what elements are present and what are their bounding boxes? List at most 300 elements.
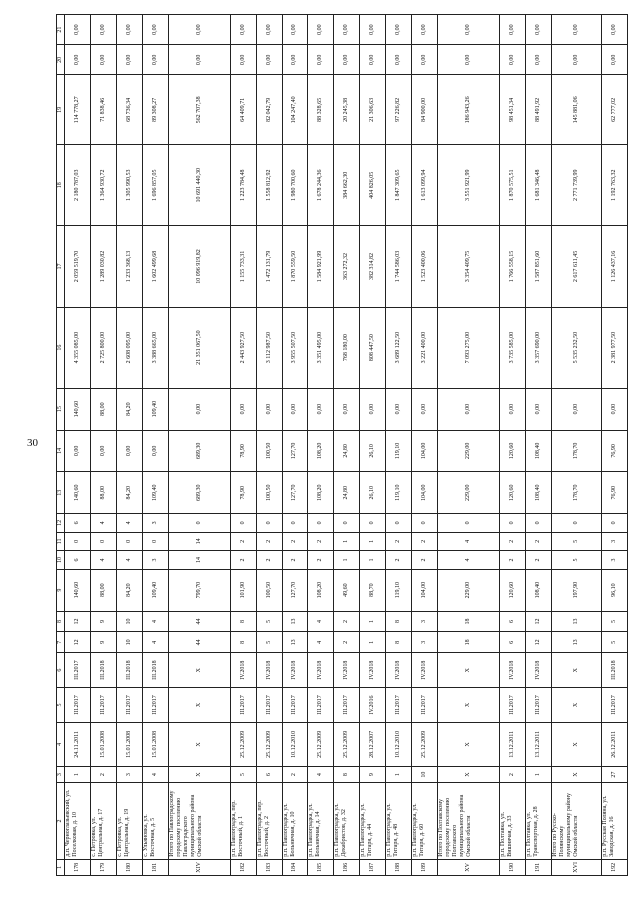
table-cell: 108,40 — [525, 430, 551, 472]
table-cell: 2 — [230, 532, 256, 551]
table-cell: 1 — [334, 532, 360, 551]
table-cell: 2 — [282, 551, 308, 570]
table-cell: 0 — [500, 514, 526, 533]
column-number-cell: 3 — [57, 766, 65, 782]
table-cell: 0,00 — [142, 15, 168, 45]
table-cell: 8 — [386, 611, 412, 632]
table-cell: 363 272,32 — [334, 226, 360, 307]
table-cell: 0,00 — [601, 15, 627, 45]
table-cell: 4 — [308, 766, 334, 782]
table-cell: 10 — [116, 611, 142, 632]
table-cell: 0,00 — [230, 45, 256, 75]
table-cell: 0,00 — [334, 45, 360, 75]
table-cell: IV.2018 — [308, 653, 334, 688]
table-row — [386, 15, 412, 876]
table-cell: 0,00 — [256, 45, 282, 75]
table-cell: 0,00 — [601, 45, 627, 75]
table-cell: 3 735 585,00 — [500, 307, 526, 388]
table-cell: 9 — [90, 611, 116, 632]
table-cell: 186 — [334, 859, 360, 875]
column-number-cell: 19 — [57, 75, 65, 145]
table-cell: 1 602 499,68 — [142, 226, 168, 307]
table-cell: 0 — [168, 514, 230, 533]
table-cell: 178,70 — [551, 430, 601, 472]
table-cell: X — [168, 653, 230, 688]
table-cell: 13 — [551, 632, 601, 653]
table-cell: IV.2018 — [525, 653, 551, 688]
table-cell: 178 — [65, 859, 91, 875]
table-cell: 44 — [168, 611, 230, 632]
column-number-cell: 18 — [57, 145, 65, 226]
table-cell: III.2017 — [282, 688, 308, 723]
table-cell: 0 — [142, 532, 168, 551]
column-number-cell: 11 — [57, 532, 65, 551]
table-cell: 20 245,38 — [334, 75, 360, 145]
address-cell: р.п. Павлоградка, ул. Больничная, д. 14 — [308, 783, 334, 860]
table-row — [308, 15, 334, 876]
table-cell: 0,00 — [525, 388, 551, 430]
table-cell: 78,90 — [230, 472, 256, 514]
table-cell: 13.12.2011 — [525, 722, 551, 766]
table-cell: 12 — [65, 611, 91, 632]
address-cell: р.п. Павлоградка, ул. Титаря, д. 48 — [386, 783, 412, 860]
table-cell: 2 — [500, 551, 526, 570]
table-cell: 9 — [90, 632, 116, 653]
table-cell: 104 247,40 — [282, 75, 308, 145]
table-cell: III.2018 — [116, 653, 142, 688]
table-cell: 689,30 — [168, 472, 230, 514]
table-cell: 98 451,34 — [500, 75, 526, 145]
table-cell: 179 — [90, 859, 116, 875]
table-cell: 3 689 122,50 — [386, 307, 412, 388]
table-cell: 192 — [601, 859, 627, 875]
table-cell: 84,20 — [116, 569, 142, 611]
table-cell: IV.2018 — [386, 653, 412, 688]
table-cell: 0,00 — [65, 430, 91, 472]
table-cell: III.2017 — [230, 688, 256, 723]
table-cell: 0,00 — [230, 15, 256, 45]
table-cell: 8 — [334, 766, 360, 782]
table-cell: 104,00 — [411, 472, 437, 514]
column-number-cell: 6 — [57, 653, 65, 688]
table-cell: 10 — [411, 766, 437, 782]
table-row — [142, 15, 168, 876]
table-cell: 2 — [500, 532, 526, 551]
table-cell: 8 — [230, 611, 256, 632]
table-row — [90, 15, 116, 876]
table-cell: IV.2018 — [256, 653, 282, 688]
table-cell: 0,00 — [90, 430, 116, 472]
table-cell: 3 — [116, 766, 142, 782]
table-cell: 1 678 244,36 — [308, 145, 334, 226]
table-cell: 0 — [116, 532, 142, 551]
table-cell: 10.12.2010 — [386, 722, 412, 766]
column-number-cell: 7 — [57, 632, 65, 653]
column-number-cell: 10 — [57, 551, 65, 570]
table-cell: 190 — [500, 859, 526, 875]
table-cell: 5 — [601, 632, 627, 653]
table-cell: 2 — [411, 532, 437, 551]
table-row — [525, 15, 551, 876]
table-cell: 82 042,79 — [256, 75, 282, 145]
table-cell: IV.2018 — [360, 653, 386, 688]
table-cell: 25.12.2009 — [308, 722, 334, 766]
table-cell: 96,10 — [601, 569, 627, 611]
address-cell: р.п. Русская Поляна, ул. Заводская, д. 16 — [601, 783, 627, 860]
table-cell: 12 — [525, 611, 551, 632]
address-cell: р.п. Павлоградка, ул. Титаря, д. 44 — [360, 783, 386, 860]
table-cell: 119,10 — [386, 472, 412, 514]
table-cell: 2 — [282, 766, 308, 782]
table-cell: 13 — [282, 632, 308, 653]
table-cell: 76,90 — [601, 430, 627, 472]
table-cell: XVI — [551, 859, 601, 875]
table-cell: 88 328,65 — [308, 75, 334, 145]
table-cell: 100,50 — [256, 569, 282, 611]
table-cell: 1 681 346,48 — [525, 145, 551, 226]
table-cell: 12 — [65, 632, 91, 653]
table-cell: 24,80 — [334, 472, 360, 514]
table-cell: 0,00 — [308, 388, 334, 430]
table-cell: III.2017 — [65, 653, 91, 688]
table-cell: 0 — [65, 532, 91, 551]
table-cell: 13.12.2011 — [500, 722, 526, 766]
page-number: 30 — [27, 437, 38, 449]
table-cell: 2 443 927,50 — [230, 307, 256, 388]
table-cell: 26,10 — [360, 472, 386, 514]
table-cell: 3 — [601, 551, 627, 570]
table-cell: 229,00 — [437, 569, 499, 611]
table-cell: 2 — [334, 632, 360, 653]
table-cell: 15.01.2008 — [116, 722, 142, 766]
column-number-cell: 12 — [57, 514, 65, 533]
table-cell: 799,70 — [168, 569, 230, 611]
table-cell: 12 — [525, 632, 551, 653]
table-cell: IV.2016 — [360, 688, 386, 723]
table-cell: 6 — [500, 632, 526, 653]
table-cell: 1 223 784,48 — [230, 145, 256, 226]
table-cell: 1 126 437,16 — [601, 226, 627, 307]
table-row — [500, 15, 526, 876]
table-cell: 6 — [65, 514, 91, 533]
table-cell: 180 — [116, 859, 142, 875]
column-number-cell: 9 — [57, 569, 65, 611]
table-cell: 64 409,71 — [230, 75, 256, 145]
table-cell: 1 523 400,06 — [411, 226, 437, 307]
table-cell: 120,60 — [500, 472, 526, 514]
table-cell: 114 778,27 — [65, 75, 91, 145]
table-row — [360, 15, 386, 876]
table-cell: X — [437, 688, 499, 723]
table-cell: 0 — [308, 514, 334, 533]
column-number-cell: 21 — [57, 15, 65, 45]
table-cell: 178,70 — [551, 472, 601, 514]
table-cell: 3 357 690,00 — [525, 307, 551, 388]
table-cell: 49,60 — [334, 569, 360, 611]
table-cell: III.2018 — [90, 653, 116, 688]
table-cell: X — [437, 766, 499, 782]
table-cell: 0,00 — [65, 45, 91, 75]
table-row — [411, 15, 437, 876]
table-cell: 0,00 — [551, 15, 601, 45]
table-cell: 5 — [256, 632, 282, 653]
table-cell: III.2017 — [411, 688, 437, 723]
table-cell: 21 351 067,50 — [168, 307, 230, 388]
table-cell: 182 — [230, 859, 256, 875]
table-cell: 0,00 — [500, 45, 526, 75]
table-cell: 0 — [551, 514, 601, 533]
table-cell: 4 — [142, 632, 168, 653]
table-cell: 0,00 — [500, 388, 526, 430]
table-cell: 15.01.2008 — [90, 722, 116, 766]
table-cell: 1 584 921,99 — [308, 226, 334, 307]
table-cell: 1 558 812,92 — [256, 145, 282, 226]
table-cell: 5 — [230, 766, 256, 782]
table-cell: 1 613 099,94 — [411, 145, 437, 226]
table-cell: 0,00 — [308, 15, 334, 45]
table-cell: 25.12.2009 — [334, 722, 360, 766]
table-cell: 0,00 — [230, 388, 256, 430]
table-cell: 9 — [360, 766, 386, 782]
table-cell: IV.2018 — [230, 653, 256, 688]
column-number-cell: 17 — [57, 226, 65, 307]
table-cell: 0,00 — [437, 15, 499, 45]
table-cell: 0,00 — [168, 388, 230, 430]
table-cell: 0,00 — [282, 45, 308, 75]
table-cell: 108,20 — [308, 472, 334, 514]
table-cell: 119,10 — [386, 569, 412, 611]
table-cell: 78,90 — [230, 430, 256, 472]
table-cell: 88 491,92 — [525, 75, 551, 145]
table-cell: 5 — [551, 532, 601, 551]
table-row — [601, 15, 627, 876]
table-cell: 68 736,34 — [116, 75, 142, 145]
table-cell: 185 — [308, 859, 334, 875]
table-cell: 0,00 — [116, 430, 142, 472]
table-cell: 104,00 — [411, 569, 437, 611]
column-number-cell: 2 — [57, 783, 65, 860]
table-cell: 14 — [168, 551, 230, 570]
table-cell: 0,00 — [256, 388, 282, 430]
address-cell: с. Ульяновка, ул. Восточная, д. 5 — [142, 783, 168, 860]
column-number-cell: 15 — [57, 388, 65, 430]
table-cell: 24,80 — [334, 430, 360, 472]
table-cell: 104,00 — [411, 430, 437, 472]
table-cell: 140,60 — [65, 388, 91, 430]
table-cell: X — [168, 688, 230, 723]
table-cell: 382 314,82 — [360, 226, 386, 307]
table-cell: 24.11.2011 — [65, 722, 91, 766]
table-cell: X — [551, 722, 601, 766]
table-cell: III.2017 — [500, 688, 526, 723]
table-cell: 2 725 800,00 — [90, 307, 116, 388]
table-cell: 108,40 — [525, 569, 551, 611]
table-cell: 7 093 275,00 — [437, 307, 499, 388]
table-cell: 0,00 — [256, 15, 282, 45]
table-cell: 108,20 — [308, 430, 334, 472]
table-cell: 0 — [230, 514, 256, 533]
table-cell: 2 — [256, 532, 282, 551]
table-cell: 2 059 519,70 — [65, 226, 91, 307]
table-cell: 1 192 763,32 — [601, 145, 627, 226]
table-cell: 4 — [90, 514, 116, 533]
table-cell: 689,30 — [168, 430, 230, 472]
table-cell: 2 — [282, 532, 308, 551]
table-cell: 108,40 — [525, 472, 551, 514]
table-cell: 5 — [551, 551, 601, 570]
table-cell: 2 — [256, 551, 282, 570]
table-row — [282, 15, 308, 876]
table-cell: 0,00 — [334, 15, 360, 45]
table-cell: 0,00 — [334, 388, 360, 430]
housing-program-table — [56, 14, 628, 876]
table-cell: 1 980 700,60 — [282, 145, 308, 226]
table-cell: 562 707,38 — [168, 75, 230, 145]
table-cell: 384 662,30 — [334, 145, 360, 226]
table-cell: 2 — [411, 551, 437, 570]
table-cell: III.2018 — [142, 653, 168, 688]
table-cell: 4 — [308, 632, 334, 653]
table-cell: 0,00 — [551, 388, 601, 430]
table-cell: 108,20 — [308, 569, 334, 611]
table-cell: 5 535 232,50 — [551, 307, 601, 388]
table-cell: 26,10 — [360, 430, 386, 472]
table-cell: III.2017 — [116, 688, 142, 723]
table-cell: III.2018 — [601, 653, 627, 688]
table-cell: 186 943,26 — [437, 75, 499, 145]
table-row — [116, 15, 142, 876]
table-cell: 2 608 095,00 — [116, 307, 142, 388]
table-cell: 127,70 — [282, 569, 308, 611]
table-cell: 145 881,06 — [551, 75, 601, 145]
table-cell: 2 — [386, 532, 412, 551]
table-cell: 127,70 — [282, 430, 308, 472]
table-cell: 15.01.2008 — [142, 722, 168, 766]
table-cell: 2 180 787,03 — [65, 145, 91, 226]
table-cell: 3 — [142, 551, 168, 570]
table-cell: 0 — [90, 532, 116, 551]
table-cell: 4 — [90, 551, 116, 570]
table-cell: 127,70 — [282, 472, 308, 514]
table-cell: 0 — [437, 514, 499, 533]
table-cell: 0,00 — [437, 388, 499, 430]
table-cell: 0,00 — [65, 15, 91, 45]
table-cell: 21 306,63 — [360, 75, 386, 145]
table-cell: 0,00 — [386, 45, 412, 75]
table-cell: 1 587 851,60 — [525, 226, 551, 307]
table-cell: 0,00 — [116, 45, 142, 75]
column-number-cell: 16 — [57, 307, 65, 388]
table-cell: 0,00 — [360, 45, 386, 75]
table-cell: 0,00 — [168, 45, 230, 75]
table-cell: 0,00 — [551, 45, 601, 75]
table-cell: 3 — [601, 532, 627, 551]
table-cell: III.2017 — [601, 688, 627, 723]
table-cell: 62 777,02 — [601, 75, 627, 145]
table-cell: 0 — [282, 514, 308, 533]
table-cell: 0,00 — [411, 388, 437, 430]
table-cell: 88,00 — [90, 388, 116, 430]
table-cell: 1 — [334, 551, 360, 570]
table-cell: 4 — [308, 611, 334, 632]
table-row — [256, 15, 282, 876]
table-cell: 0,00 — [500, 15, 526, 45]
table-cell: 2 — [308, 532, 334, 551]
table-cell: 0,00 — [525, 15, 551, 45]
table-cell: 1 233 368,13 — [116, 226, 142, 307]
table-cell: X — [551, 653, 601, 688]
address-cell: с. Петровка, ул. Центральная, д. 17 — [90, 783, 116, 860]
table-cell: 4 — [142, 766, 168, 782]
table-cell: 25.12.2009 — [411, 722, 437, 766]
table-cell: III.2017 — [386, 688, 412, 723]
address-cell: Итого по Полтавскому городскому поселению Полтавского муниципального района Омской области — [437, 783, 499, 860]
column-number-cell: 4 — [57, 722, 65, 766]
table-cell: 0,00 — [142, 45, 168, 75]
address-cell: р.п. Павлоградка, ул. Больничная, д. 10 — [282, 783, 308, 860]
table-row — [551, 15, 601, 876]
table-cell: III.2017 — [65, 688, 91, 723]
table-cell: 101,90 — [230, 569, 256, 611]
table-cell: 6 — [65, 551, 91, 570]
table-cell: 2 — [386, 551, 412, 570]
table-cell: 197,90 — [551, 569, 601, 611]
table-cell: XV — [437, 859, 499, 875]
table-cell: 808 447,50 — [360, 307, 386, 388]
table-cell: 3 — [142, 514, 168, 533]
table-cell: 10.12.2010 — [282, 722, 308, 766]
table-cell: 27 — [601, 766, 627, 782]
table-cell: 0,00 — [411, 45, 437, 75]
table-cell: 3 388 665,00 — [142, 307, 168, 388]
table-cell: X — [551, 766, 601, 782]
table-cell: 0,00 — [411, 15, 437, 45]
table-cell: 10 — [116, 632, 142, 653]
table-cell: 1 472 131,79 — [256, 226, 282, 307]
address-cell: р.п. Павлоградка, ул. Декабристов, д. 32 — [334, 783, 360, 860]
table-cell: 3 221 400,00 — [411, 307, 437, 388]
column-number-cell: 5 — [57, 688, 65, 723]
address-cell: Итого по Павлоградскому городскому поселению Павлоградского муниципального района Омской области — [168, 783, 230, 860]
table-cell: III.2017 — [525, 688, 551, 723]
table-cell: 0,00 — [116, 15, 142, 45]
table-cell: 2 — [90, 766, 116, 782]
table-cell: 13 — [551, 611, 601, 632]
table-cell: 8 — [230, 632, 256, 653]
address-cell: с. Петровка, ул. Центральная, д. 19 — [116, 783, 142, 860]
table-cell: 2 — [500, 766, 526, 782]
table-cell: 5 — [601, 611, 627, 632]
table-cell: IV.2018 — [411, 653, 437, 688]
table-cell: 0,00 — [282, 388, 308, 430]
table-cell: X — [168, 722, 230, 766]
table-cell: 26.12.2011 — [601, 722, 627, 766]
table-cell: 1 — [360, 551, 386, 570]
table-cell: 191 — [525, 859, 551, 875]
table-cell: 3 354 409,75 — [437, 226, 499, 307]
table-cell: 88,00 — [90, 569, 116, 611]
table-cell: X — [168, 766, 230, 782]
table-cell: 109,40 — [142, 472, 168, 514]
table-cell: 140,60 — [65, 472, 91, 514]
table-cell: III.2017 — [308, 688, 334, 723]
table-cell: 18 — [437, 611, 499, 632]
table-cell: 1 — [360, 611, 386, 632]
table-cell: 229,00 — [437, 430, 499, 472]
table-cell: 1 744 586,03 — [386, 226, 412, 307]
table-cell: III.2017 — [334, 688, 360, 723]
table-cell: 3 — [411, 632, 437, 653]
